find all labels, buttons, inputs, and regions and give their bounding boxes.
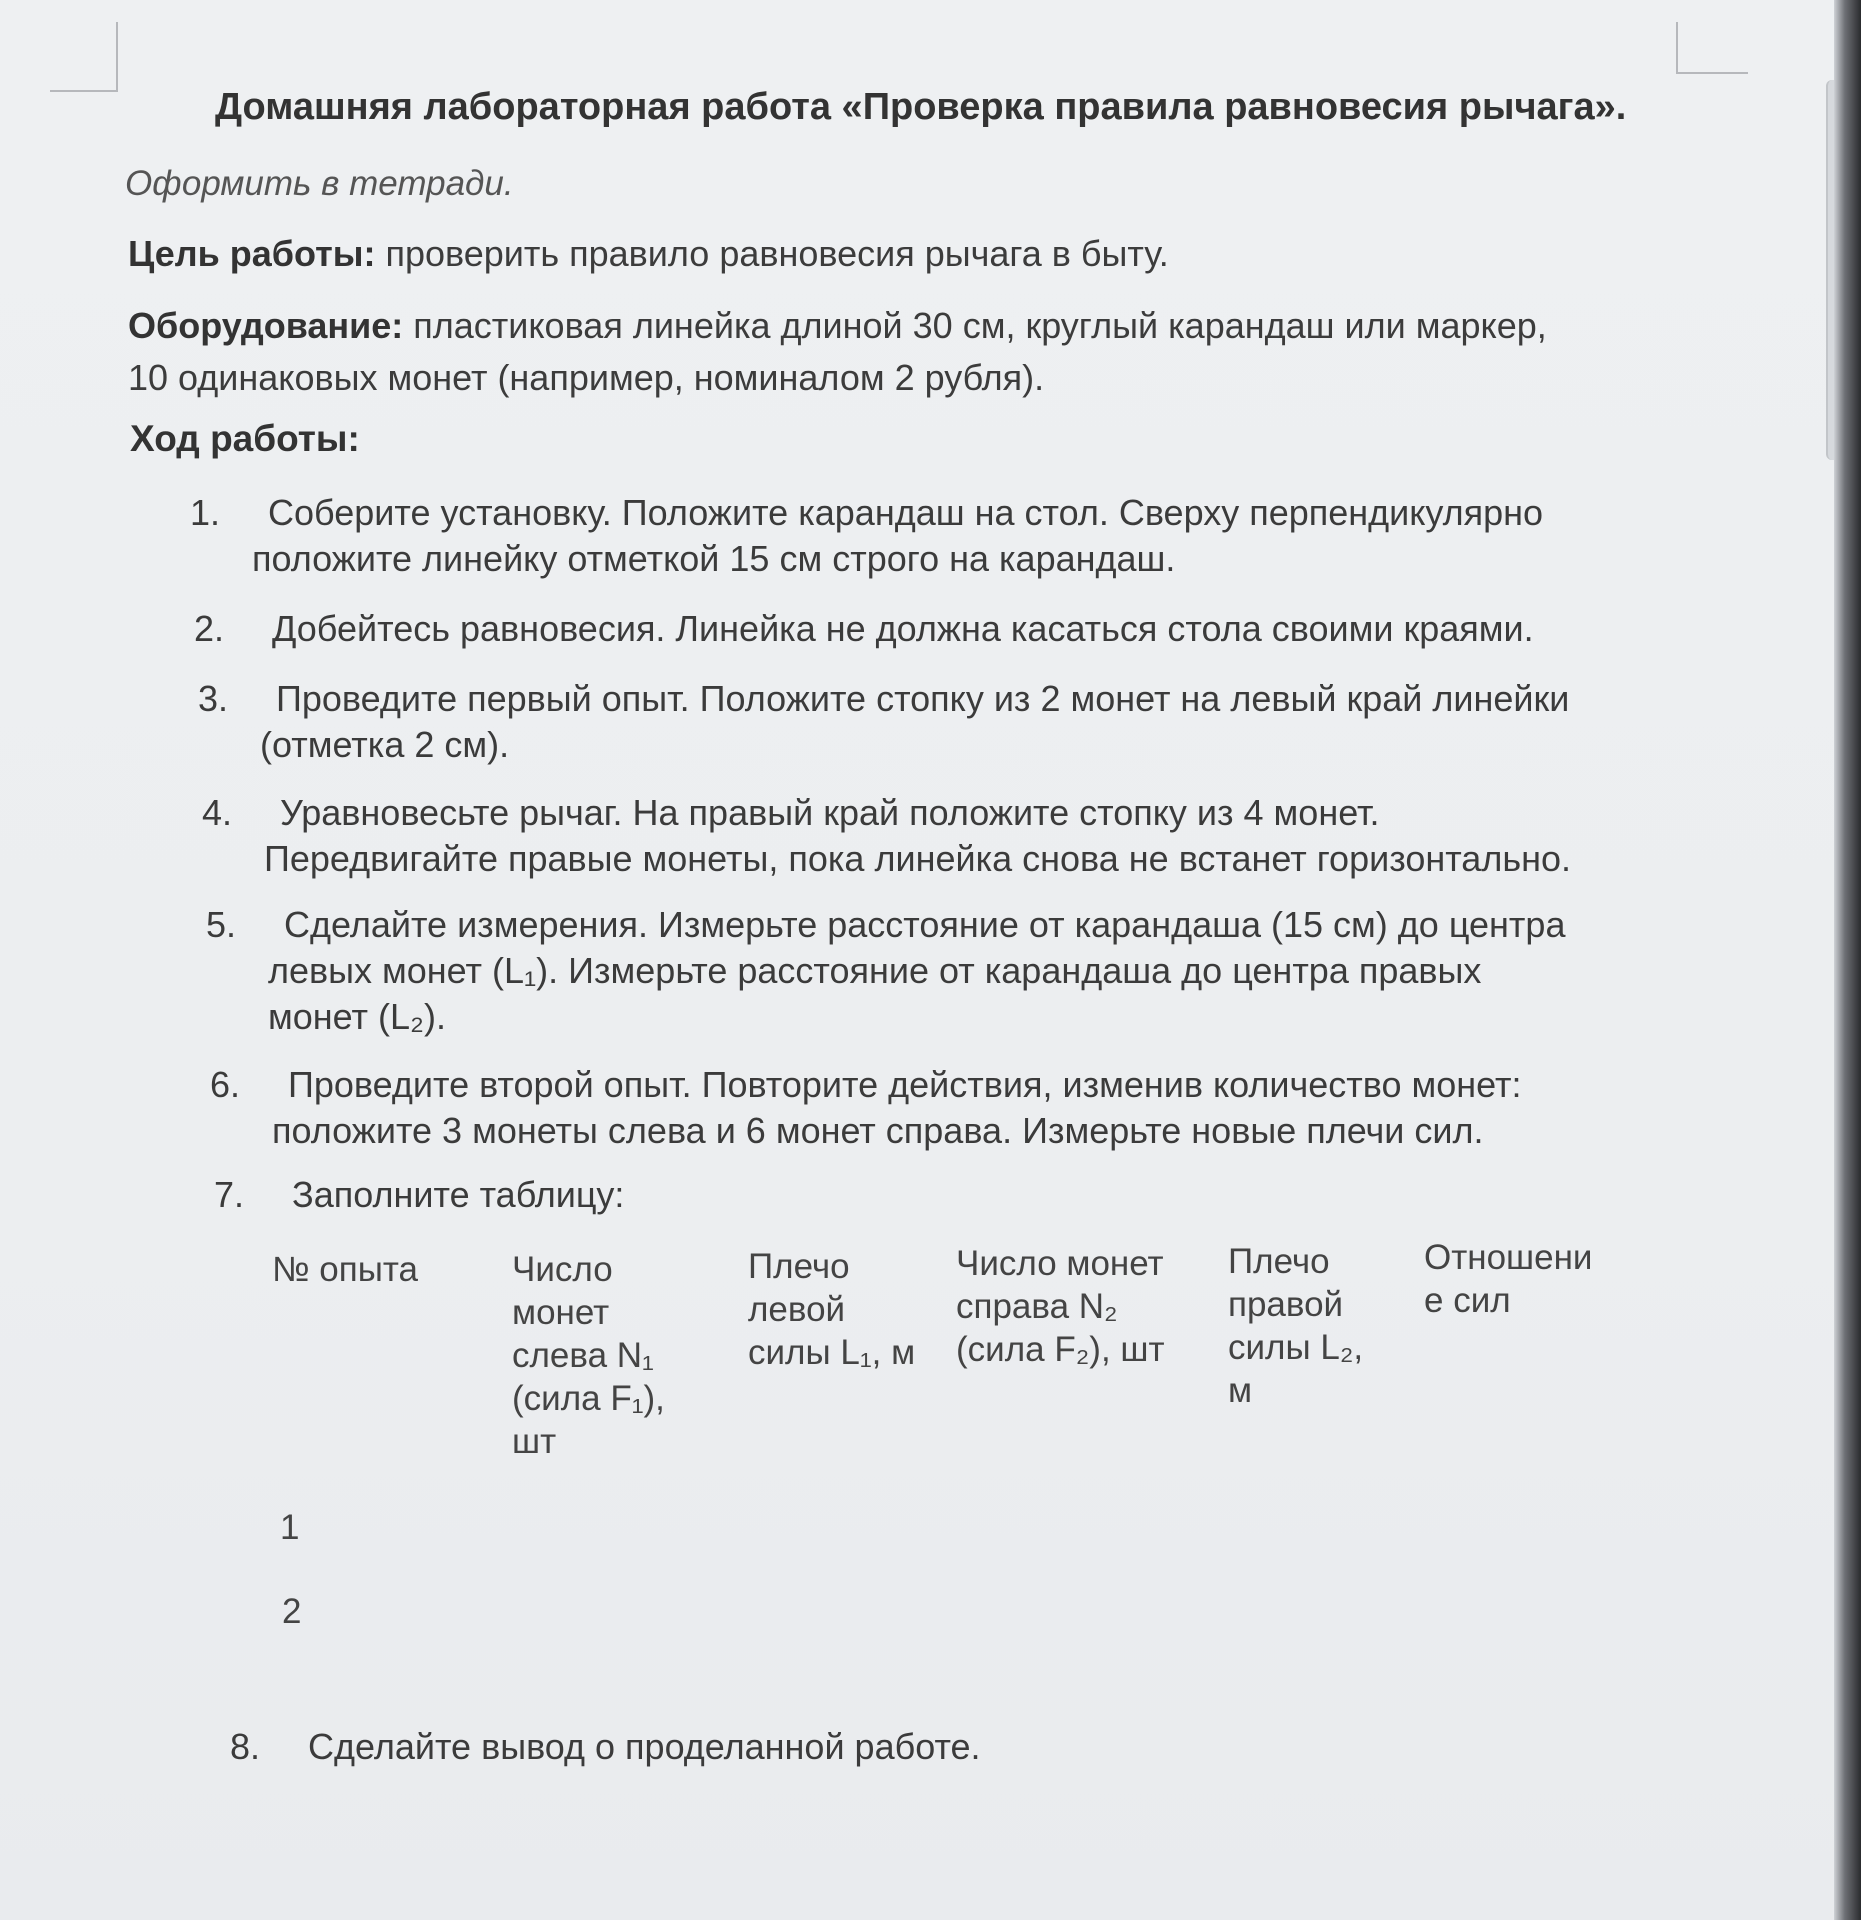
table-header-left-arm — [748, 1245, 915, 1374]
header-line: слева N₁ — [512, 1336, 654, 1375]
goal-label: Цель работы: — [128, 233, 376, 274]
equipment-label: Оборудование: — [128, 305, 404, 346]
goal-paragraph — [128, 228, 1169, 280]
header-line: (сила F₁), — [512, 1379, 665, 1418]
step-line: Уравновесьте рычаг. На правый край положите стопку из 4 монет. — [280, 792, 1380, 833]
step-line: положите 3 монеты слева и 6 монет справа. Измерьте новые плечи сил. — [272, 1110, 1484, 1151]
header-line: Плечо — [748, 1247, 850, 1286]
step-line: положите линейку отметкой 15 см строго на карандаш. — [252, 538, 1176, 579]
step-2 — [194, 606, 1534, 652]
document-subtitle: Оформить в тетради. — [125, 164, 514, 203]
header-line: монет — [512, 1293, 610, 1332]
header-line: Число — [512, 1250, 613, 1289]
table-row-1-number: 1 — [280, 1508, 300, 1547]
header-line: левой — [748, 1290, 846, 1329]
equipment-line-2: 10 одинаковых монет (например, номиналом 2 рубля). — [128, 357, 1045, 398]
table-header-force-ratio — [1424, 1236, 1592, 1322]
crop-mark-top-left — [50, 22, 118, 92]
header-line: Плечо — [1228, 1242, 1330, 1281]
header-line: справа N₂ — [956, 1287, 1118, 1326]
header-line: шт — [512, 1422, 557, 1461]
step-number: 6. — [210, 1064, 241, 1105]
step-5 — [206, 902, 1565, 1040]
step-number: 4. — [202, 792, 233, 833]
document-title: Домашняя лабораторная работа «Проверка правила равновесия рычага». — [215, 86, 1627, 128]
equipment-line-1: пластиковая линейка длиной 30 см, круглый карандаш или маркер, — [403, 305, 1547, 346]
step-line: Заполните таблицу: — [292, 1174, 625, 1215]
header-line: силы L₁, м — [748, 1333, 916, 1372]
header-line: № опыта — [272, 1250, 418, 1289]
step-line: левых монет (L₁). Измерьте расстояние от карандаша до центра правых — [268, 950, 1482, 991]
step-number: 7. — [214, 1174, 245, 1215]
step-line: Соберите установку. Положите карандаш на стол. Сверху перпендикулярно — [268, 492, 1544, 533]
step-number: 8. — [230, 1726, 261, 1767]
step-line: Проведите первый опыт. Положите стопку из 2 монет на левый край линейки — [276, 678, 1570, 719]
step-number: 5. — [206, 904, 237, 945]
step-6 — [210, 1062, 1522, 1154]
header-line: (сила F₂), шт — [956, 1330, 1165, 1369]
step-4 — [202, 790, 1571, 882]
step-line: Добейтесь равновесия. Линейка не должна касаться стола своими краями. — [272, 608, 1534, 649]
header-line: Отношени — [1424, 1238, 1593, 1277]
step-3 — [198, 676, 1569, 768]
step-8 — [230, 1724, 981, 1770]
table-header-right-arm — [1228, 1240, 1363, 1412]
device-bezel — [1834, 0, 1861, 1920]
header-line: е сил — [1424, 1281, 1511, 1320]
header-line: правой — [1228, 1285, 1344, 1324]
table-header-trial-number — [272, 1248, 418, 1291]
goal-text: проверить правило равновесия рычага в быту. — [375, 233, 1169, 274]
procedure-heading: Ход работы: — [130, 418, 360, 459]
equipment-paragraph — [128, 300, 1547, 404]
step-number: 2. — [194, 608, 225, 649]
crop-mark-top-right — [1676, 22, 1748, 74]
step-line: (отметка 2 см). — [260, 724, 510, 765]
header-line: силы L₂, — [1228, 1328, 1364, 1367]
step-1 — [190, 490, 1543, 582]
step-7 — [214, 1172, 624, 1218]
table-header-right-coins — [956, 1242, 1165, 1371]
step-line: Сделайте вывод о проделанной работе. — [308, 1726, 981, 1767]
step-number: 1. — [190, 492, 221, 533]
table-row-2-number: 2 — [282, 1592, 302, 1631]
table-header-left-coins — [512, 1248, 665, 1463]
step-line: Передвигайте правые монеты, пока линейка снова не встанет горизонтально. — [264, 838, 1571, 879]
step-number: 3. — [198, 678, 229, 719]
header-line: Число монет — [956, 1244, 1164, 1283]
step-line: Сделайте измерения. Измерьте расстояние от карандаша (15 см) до центра — [284, 904, 1566, 945]
step-line: Проведите второй опыт. Повторите действия, изменив количество монет: — [288, 1064, 1522, 1105]
header-line: м — [1228, 1371, 1253, 1410]
step-line: монет (L₂). — [268, 996, 446, 1037]
